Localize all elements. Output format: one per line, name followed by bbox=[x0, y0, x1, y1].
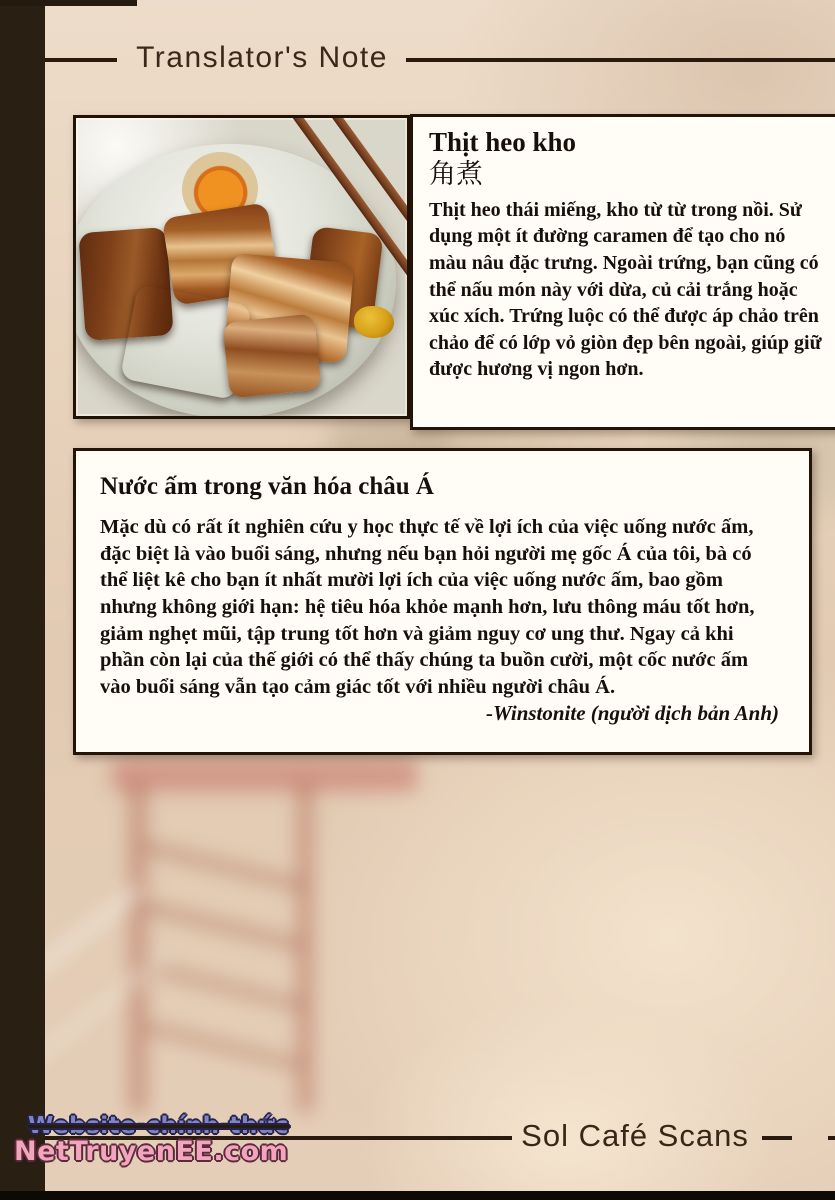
dish-description: Thịt heo thái miếng, kho từ từ trong nồi. Sử dụng một ít đường caramen để tạo cho nó màu nâu đặc trưng. Ngoài trứng, bạn cũng có thể nấu món này với dừa, củ cải trắng hoặc xúc xích. Trứng luộc có thể được áp chảo trên chảo để có lớp vỏ giòn đẹp bên ngoài, giúp giữ được hương vị ngon hơn. bbox=[429, 198, 822, 381]
header-rule-left bbox=[45, 58, 117, 62]
bottom-border-bar bbox=[0, 1191, 835, 1200]
top-border-notch bbox=[0, 0, 137, 6]
chair-post bbox=[128, 782, 148, 1112]
watermark-line1: Website-chính-thức bbox=[28, 1113, 289, 1139]
chair-rail bbox=[141, 840, 304, 892]
chair-rail bbox=[141, 900, 304, 952]
footer-rule-edge bbox=[828, 1136, 835, 1140]
chair-rail bbox=[141, 960, 304, 1012]
page-title: Translator's Note bbox=[136, 41, 388, 74]
chair-rail bbox=[141, 1020, 304, 1072]
translator-note-card bbox=[73, 448, 812, 755]
note-body: Mặc dù có rất ít nghiên cứu y học thực tế về lợi ích của việc uống nước ấm, đặc biệt là vào buổi sáng, nhưng nếu bạn hỏi người mẹ gốc Á của tôi, bà có thể liệt kê cho bạn ít nhất mười lợi ích của việc uống nước ấm, bao gồm nhưng không giới hạn: hệ tiêu hóa khỏe mạnh hơn, lưu thông máu tốt hơn, giảm nghẹt mũi, tập trung tốt hơn và giảm nguy cơ ung thư. Ngay cả khi phần còn lại của thế giới có thể thấy chúng ta buồn cười, một cốc nước ấm vào buổi sáng vẫn tạo cảm giác tốt với nhiều người châu Á. bbox=[100, 516, 755, 698]
food-description-card bbox=[410, 114, 835, 430]
food-photo bbox=[73, 115, 410, 419]
scan-group-name: Sol Café Scans bbox=[521, 1118, 749, 1153]
header-rule-right bbox=[406, 58, 835, 62]
pork-piece bbox=[222, 313, 321, 398]
note-title: Nước ấm trong văn hóa châu Á bbox=[100, 473, 434, 500]
dish-name-japanese: 角煮 bbox=[429, 159, 483, 189]
footer-rule-dash bbox=[762, 1136, 792, 1140]
dish-name: Thịt heo kho bbox=[429, 127, 577, 157]
site-watermark bbox=[14, 1114, 289, 1166]
mustard-dab bbox=[354, 306, 394, 338]
left-border-bar bbox=[0, 0, 45, 1200]
watermark-line2: NetTruyenEE.com bbox=[14, 1136, 289, 1168]
translator-signature: -Winstonite (người dịch bản Anh) bbox=[485, 701, 779, 726]
chair-backrest bbox=[112, 758, 417, 792]
